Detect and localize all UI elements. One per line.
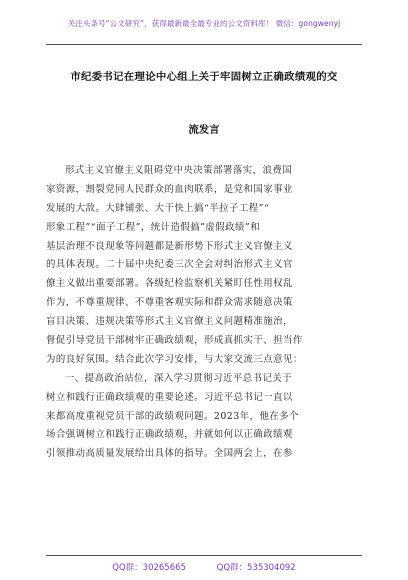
- body-line: 基层治理不良现象等问题都是新形势下形式主义官僚主义: [46, 240, 293, 252]
- body-line: 盲目决策、违规决策等形式主义官僚主义问题精准施治，: [46, 316, 293, 328]
- footer-divider: [46, 555, 362, 556]
- body-line: 作为，不尊重规律、不尊重客观实际和群众需求随意决策: [46, 297, 293, 309]
- body-line: 树立和践行正确政绩观的重要论述。习近平总书记一直以: [46, 391, 293, 403]
- body-line: 场合强调树立和践行正确政绩观，并就如何以正确政绩观: [46, 429, 293, 441]
- promo-header: 关注头条号“公文研究”，获得最新最全最专业的公文资料库！ 微信：gongwenyj: [67, 19, 341, 28]
- qq-group-2: QQ群：535304092: [216, 563, 296, 573]
- body-line: 为的良好氛围。结合此次学习安排，与大家交流三点意见：: [46, 353, 303, 365]
- body-line: 一、提高政治站位，深入学习贯彻习近平总书记关于: [65, 372, 293, 384]
- body-line: 发展的大敌。大肆铺张、大干快上搞“半拉子工程”“: [46, 202, 270, 214]
- body-line: 的具体表现。二十届中央纪委三次全会对纠治形式主义官: [46, 259, 293, 271]
- body-line: 引领推动高质量发展给出具体的指导。全国两会上，在参: [46, 448, 293, 460]
- document-title-line2: 流发言: [188, 124, 220, 136]
- body-line: 僚主义做出重要部署。各级纪检监察机关紧盯任性用权乱: [46, 278, 293, 290]
- body-line: 家资源，割裂党同人民群众的血肉联系，是党和国家事业: [46, 183, 293, 195]
- header-divider: [46, 44, 362, 45]
- qq-group-1: QQ群：30265665: [112, 563, 186, 573]
- body-line: 形象工程”“面子工程”，统计造假搞”虚假政绩”和: [46, 221, 261, 233]
- qq-footer: [0, 561, 408, 573]
- body-line: 形式主义官僚主义阻碍党中央决策部署落实，浪费国: [65, 165, 293, 176]
- body-line: 来都高度重视党员干部的政绩观问题。2023年，他在多个: [46, 410, 299, 422]
- document-body: [46, 162, 366, 464]
- document-title-line1: 市纪委书记在理论中心组上关于牢固树立正确政绩观的交: [70, 71, 338, 83]
- body-line: 督促引导党员干部树牢正确政绩观，形成真抓实干、担当作: [46, 335, 303, 347]
